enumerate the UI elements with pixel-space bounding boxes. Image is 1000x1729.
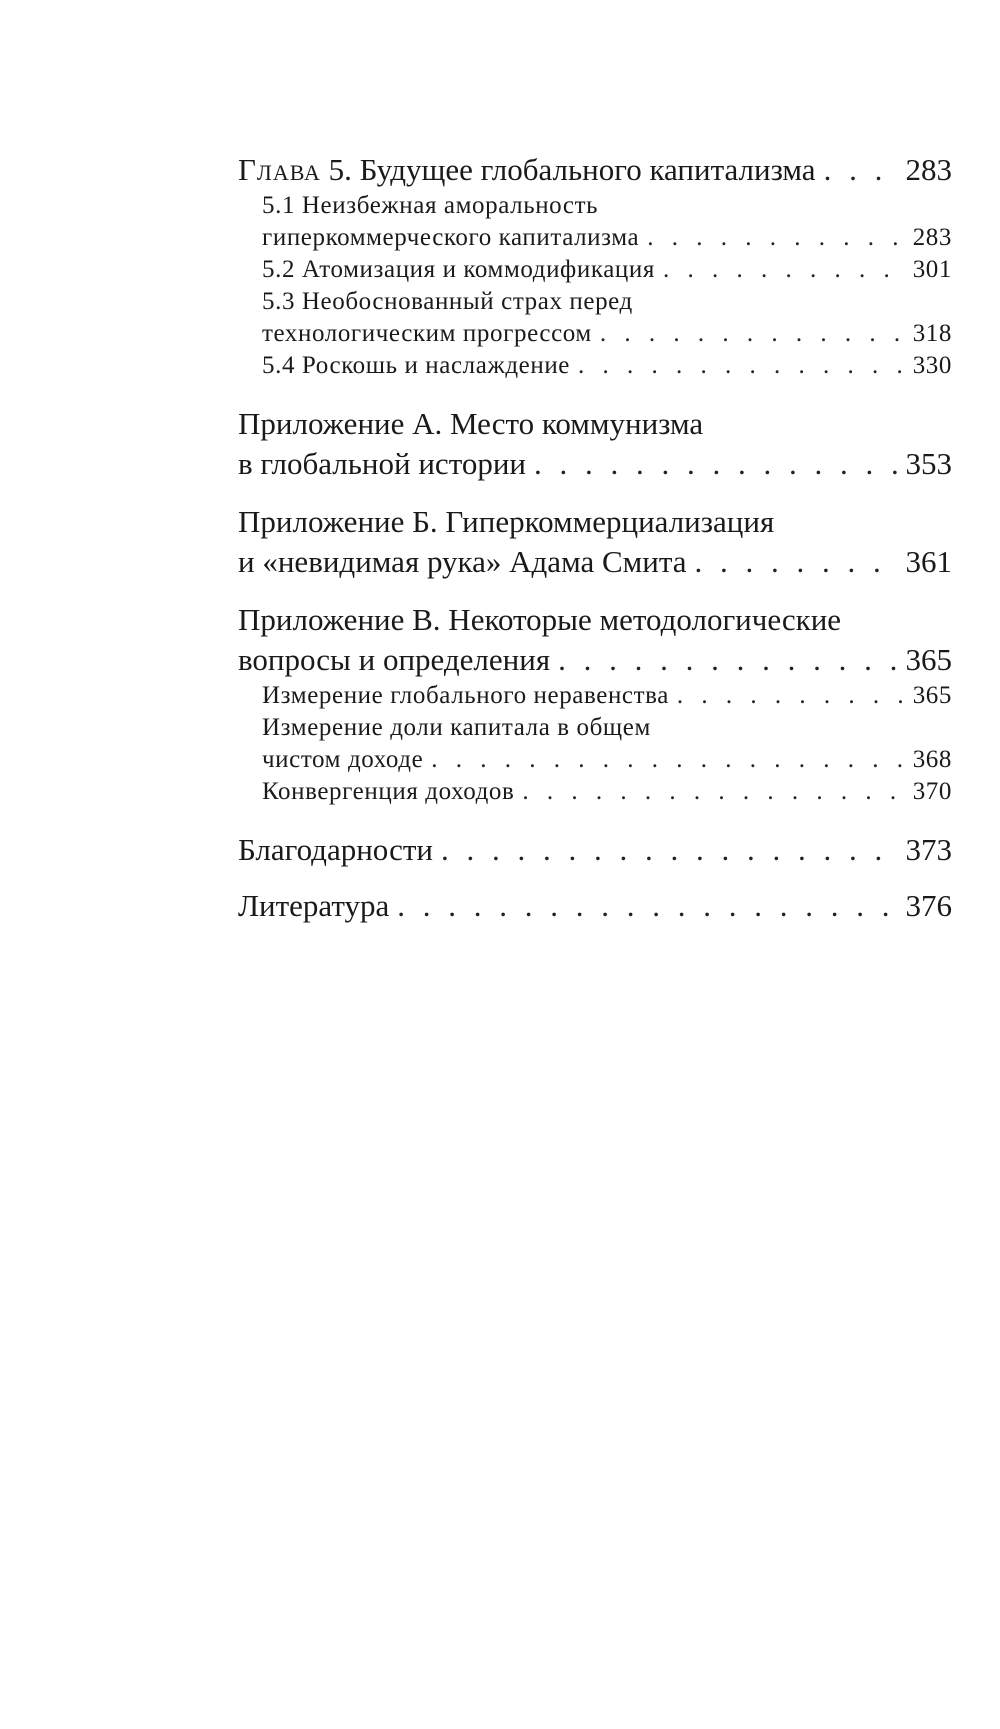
toc-line xyxy=(238,600,952,640)
section-title-line2: технологическим прогрессом xyxy=(262,320,592,347)
dot-leader xyxy=(558,640,899,680)
page-number: 283 xyxy=(905,152,952,187)
dot-leader xyxy=(441,830,900,870)
section-title: 5.4 Роскошь и наслаждение xyxy=(262,352,570,379)
page-number: 365 xyxy=(905,642,952,677)
section-title-line1: Измерение доли капитала в общем xyxy=(262,714,651,741)
page-number: 318 xyxy=(912,320,952,347)
toc-entry-section-5-2[interactable] xyxy=(238,254,952,286)
appendix-title-line1: Приложение В. Некоторые методологические xyxy=(238,602,842,637)
dot-leader xyxy=(578,350,907,382)
page-number: 373 xyxy=(905,832,952,867)
section-title: Конвергенция доходов xyxy=(262,778,515,805)
toc-line xyxy=(238,404,952,444)
chapter-title xyxy=(238,150,816,190)
section-title: Измерение глобального неравенства xyxy=(262,682,669,709)
page-number: 368 xyxy=(912,746,952,773)
toc-line xyxy=(262,286,952,318)
dot-leader xyxy=(695,542,900,582)
entry-title: Благодарности xyxy=(238,832,433,867)
toc-line xyxy=(262,190,952,222)
page-number: 353 xyxy=(905,446,952,481)
toc-entry-literature[interactable] xyxy=(238,886,952,926)
toc-entry-capital-share[interactable] xyxy=(238,712,952,776)
page-number: 283 xyxy=(912,224,952,251)
page-number: 361 xyxy=(905,544,952,579)
dot-leader xyxy=(663,254,907,286)
table-of-contents xyxy=(238,150,952,926)
appendix-title-line2: вопросы и определения xyxy=(238,642,551,677)
toc-line xyxy=(238,886,952,926)
dot-leader xyxy=(647,222,906,254)
toc-entry-appendix-v[interactable] xyxy=(238,600,952,680)
chapter-word: Глава xyxy=(238,152,321,187)
entry-title: Литература xyxy=(238,888,390,923)
toc-line xyxy=(238,502,952,542)
appendix-title-line1: Приложение Б. Гиперкоммерциализация xyxy=(238,504,775,539)
dot-leader xyxy=(522,776,906,808)
toc-line xyxy=(262,712,952,744)
toc-entry-section-5-3[interactable] xyxy=(238,286,952,350)
toc-line xyxy=(238,150,952,190)
section-title: 5.2 Атомизация и коммодификация xyxy=(262,256,655,283)
dot-leader xyxy=(677,680,907,712)
toc-line xyxy=(262,350,952,382)
toc-line xyxy=(238,444,952,484)
toc-entry-chapter-5[interactable] xyxy=(238,150,952,190)
section-title-line2: чистом доходе xyxy=(262,746,424,773)
dot-leader xyxy=(397,886,899,926)
section-title-line2: гиперкоммерческого капитализма xyxy=(262,224,640,251)
dot-leader xyxy=(431,744,906,776)
toc-line xyxy=(238,830,952,870)
page-number: 365 xyxy=(912,682,952,709)
toc-line xyxy=(262,222,952,254)
appendix-title-line1: Приложение А. Место коммунизма xyxy=(238,406,704,441)
toc-line xyxy=(238,542,952,582)
dot-leader xyxy=(824,150,900,190)
appendix-title-line2: в глобальной истории xyxy=(238,446,527,481)
toc-entry-income-convergence[interactable] xyxy=(238,776,952,808)
toc-line xyxy=(262,680,952,712)
toc-entry-appendix-b[interactable] xyxy=(238,502,952,582)
toc-entry-section-5-4[interactable] xyxy=(238,350,952,382)
page-number: 370 xyxy=(912,778,952,805)
dot-leader xyxy=(534,444,899,484)
toc-entry-section-5-1[interactable] xyxy=(238,190,952,254)
page-number: 376 xyxy=(905,888,952,923)
page-number: 330 xyxy=(912,352,952,379)
toc-entry-acknowledgements[interactable] xyxy=(238,830,952,870)
chapter-title-text: 5. Будущее глобального капитализма xyxy=(328,152,816,187)
page-number: 301 xyxy=(912,256,952,283)
toc-line xyxy=(262,744,952,776)
toc-line xyxy=(262,318,952,350)
appendix-title-line2: и «невидимая рука» Адама Смита xyxy=(238,544,687,579)
toc-entry-appendix-a[interactable] xyxy=(238,404,952,484)
toc-entry-global-inequality[interactable] xyxy=(238,680,952,712)
dot-leader xyxy=(600,318,907,350)
toc-line xyxy=(262,254,952,286)
section-title-line1: 5.3 Необоснованный страх перед xyxy=(262,288,633,315)
section-title-line1: 5.1 Неизбежная аморальность xyxy=(262,192,599,219)
toc-line xyxy=(262,776,952,808)
toc-line xyxy=(238,640,952,680)
